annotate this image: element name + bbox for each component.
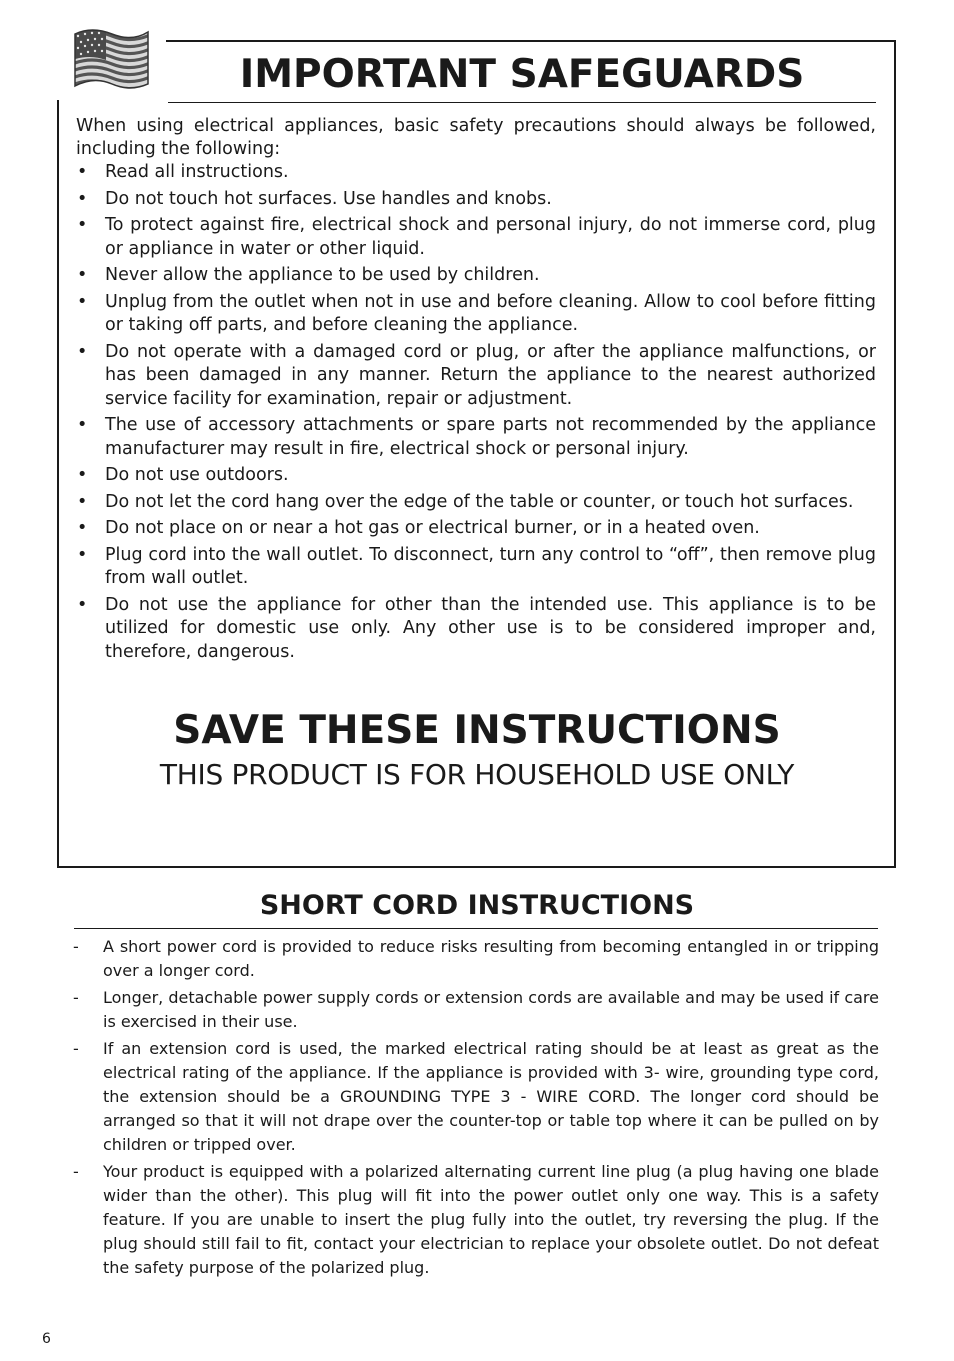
list-item: • Do not use outdoors. <box>76 464 876 488</box>
list-item: - Your product is equipped with a polarized alternating current line plug (a plug having one blade wider than the other). This plug will fit into the power outlet only one way. This is a safety feature. If you are unable to insert the plug fully into the outlet, try reversing the plug. If the plug should still fail to fit, contact your electrician to replace your obsolete outlet. Do not defeat the safety purpose of the polarized plug. <box>71 1160 879 1280</box>
list-item: • Never allow the appliance to be used by children. <box>76 264 876 288</box>
list-item: • Unplug from the outlet when not in use and before cleaning. Allow to cool before fitting or taking off parts, and before cleaning the appliance. <box>76 291 876 338</box>
save-instructions-heading: SAVE THESE INSTRUCTIONS <box>173 708 781 753</box>
list-item: • Do not place on or near a hot gas or electrical burner, or in a heated oven. <box>76 517 876 541</box>
list-item: • Read all instructions. <box>76 161 876 185</box>
page-title: IMPORTANT SAFEGUARDS <box>239 52 805 97</box>
list-item: • Do not operate with a damaged cord or plug, or after the appliance malfunctions, or has been damaged in any manner. Return the appliance to the nearest authorized service facility for examination, repair or adjustment. <box>76 341 876 412</box>
short-cord-heading: SHORT CORD INSTRUCTIONS <box>259 890 695 921</box>
short-cord-list <box>71 935 879 1283</box>
list-item: • Plug cord into the wall outlet. To disconnect, turn any control to “off”, then remove plug from wall outlet. <box>76 544 876 591</box>
list-item: • The use of accessory attachments or spare parts not recommended by the appliance manufacturer may result in fire, electrical shock or personal injury. <box>76 414 876 461</box>
box-top-border <box>166 40 896 42</box>
title-underline <box>168 102 876 103</box>
list-item: • Do not touch hot surfaces. Use handles and knobs. <box>76 188 876 212</box>
list-item: • Do not let the cord hang over the edge of the table or counter, or touch hot surfaces. <box>76 491 876 515</box>
list-item: - Longer, detachable power supply cords or extension cords are available and may be used if care is exercised in their use. <box>71 986 879 1034</box>
short-cord-underline <box>74 928 878 929</box>
safeguards-intro: When using electrical appliances, basic safety precautions should always be followed, including the following: <box>76 116 876 159</box>
household-use-note: THIS PRODUCT IS FOR HOUSEHOLD USE ONLY <box>159 758 795 791</box>
safeguards-list <box>76 161 876 667</box>
list-item: - A short power cord is provided to reduce risks resulting from becoming entangled in or tripping over a longer cord. <box>71 935 879 983</box>
list-item: • Do not use the appliance for other than the intended use. This appliance is to be utilized for domestic use only. Any other use is to be considered improper and, therefore, dangerous. <box>76 594 876 665</box>
page-number: 6 <box>42 1331 51 1347</box>
list-item: - If an extension cord is used, the marked electrical rating should be at least as great as the electrical rating of the appliance. If the appliance is provided with 3- wire, grounding type cord, the extension should be a GROUNDING TYPE 3 - WIRE CORD. The longer cord should be arranged so that it will not drape over the counter-top or table top where it can be pulled on by children or tripped over. <box>71 1037 879 1157</box>
list-item: • To protect against fire, electrical shock and personal injury, do not immerse cord, plug or appliance in water or other liquid. <box>76 214 876 261</box>
